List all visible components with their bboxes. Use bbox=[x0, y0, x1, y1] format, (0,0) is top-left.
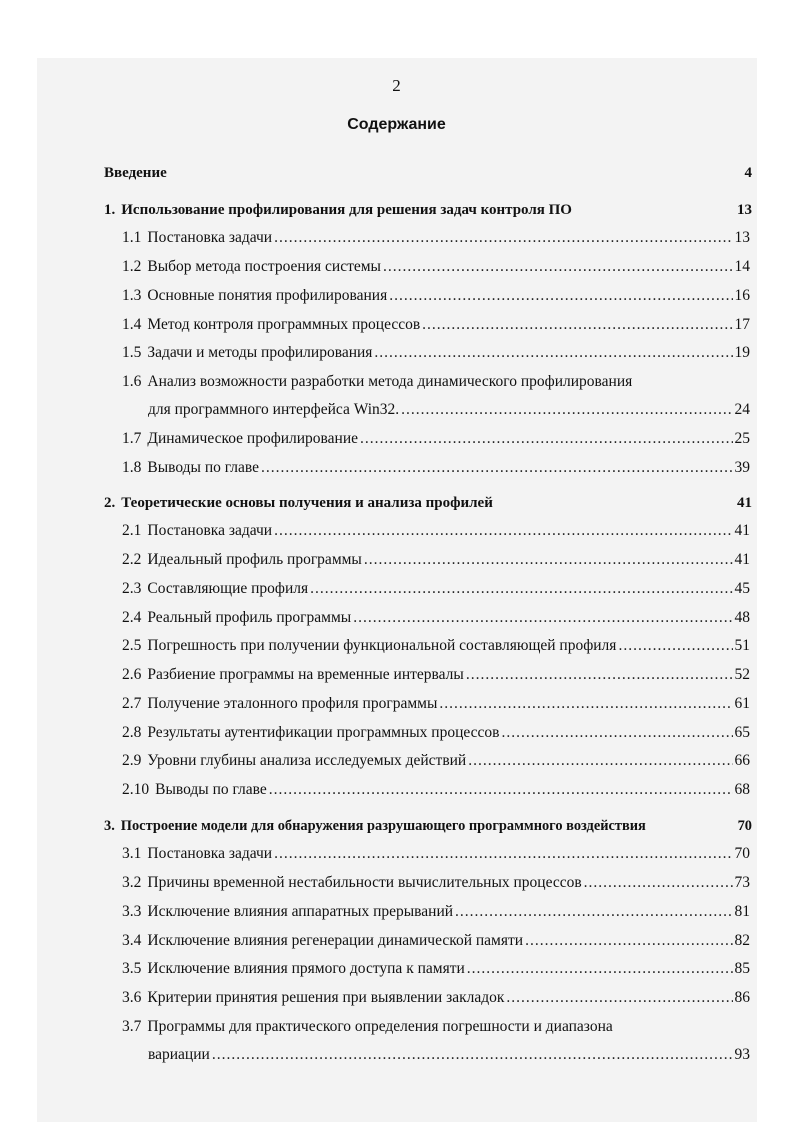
toc-label: Исключение влияния регенерации динамической памяти bbox=[147, 932, 524, 949]
toc-label: Выводы по главе bbox=[147, 459, 260, 476]
toc-item-1-6-continuation[interactable] bbox=[148, 401, 750, 419]
toc-page: 19 bbox=[734, 344, 750, 361]
toc-label: Метод контроля программных процессов bbox=[147, 316, 421, 333]
toc-item-1-2[interactable] bbox=[122, 258, 750, 276]
toc-chapter-3[interactable] bbox=[104, 818, 752, 835]
toc-page: 48 bbox=[734, 609, 750, 626]
dot-leader bbox=[467, 960, 733, 978]
toc-number: 2.1 bbox=[122, 522, 142, 539]
toc-page: 41 bbox=[734, 522, 750, 539]
toc-number: 1.5 bbox=[122, 344, 142, 361]
toc-number: 3.4 bbox=[122, 932, 142, 949]
dot-leader bbox=[468, 752, 732, 770]
toc-label: Причины временной нестабильности вычислительных процессов bbox=[147, 874, 582, 891]
toc-page: 41 bbox=[734, 551, 750, 568]
toc-item-3-1[interactable] bbox=[122, 845, 750, 863]
toc-item-2-6[interactable] bbox=[122, 666, 750, 684]
toc-item-1-6[interactable] bbox=[122, 373, 750, 391]
dot-leader bbox=[401, 401, 732, 419]
dot-leader bbox=[310, 580, 732, 598]
toc-number: 2.2 bbox=[122, 551, 142, 568]
toc-number: 2.10 bbox=[122, 781, 150, 798]
toc-introduction[interactable] bbox=[104, 165, 752, 182]
toc-item-3-4[interactable] bbox=[122, 932, 750, 950]
toc-page: 39 bbox=[734, 459, 750, 476]
toc-page: 68 bbox=[734, 781, 750, 798]
toc-item-2-10[interactable] bbox=[122, 781, 750, 799]
toc-page: 51 bbox=[734, 637, 750, 654]
toc-label: Анализ возможности разработки метода динамического профилирования bbox=[147, 373, 633, 390]
toc-page: 24 bbox=[734, 401, 750, 418]
toc-number: 1.8 bbox=[122, 459, 142, 476]
toc-item-2-5[interactable] bbox=[122, 637, 750, 655]
toc-label: Реальный профиль программы bbox=[147, 609, 352, 626]
dot-leader bbox=[389, 287, 732, 305]
toc-number: 3. bbox=[104, 818, 115, 834]
toc-page: 16 bbox=[734, 287, 750, 304]
toc-item-2-1[interactable] bbox=[122, 522, 750, 540]
toc-label: Основные понятия профилирования bbox=[147, 287, 388, 304]
toc-label: Использование профилирования для решения задач контроля ПО bbox=[121, 202, 572, 218]
dot-leader bbox=[466, 666, 733, 684]
toc-number: 3.3 bbox=[122, 903, 142, 920]
toc-number: 2. bbox=[104, 495, 116, 511]
toc-item-2-3[interactable] bbox=[122, 580, 750, 598]
dot-leader bbox=[525, 932, 732, 950]
toc-label: Введение bbox=[104, 165, 167, 181]
toc-item-1-8[interactable] bbox=[122, 459, 750, 477]
toc-label: Динамическое профилирование bbox=[147, 430, 359, 447]
dot-leader bbox=[506, 989, 732, 1007]
dot-leader bbox=[455, 903, 732, 921]
toc-item-1-3[interactable] bbox=[122, 287, 750, 305]
toc-page: 41 bbox=[737, 495, 752, 511]
toc-number: 1.7 bbox=[122, 430, 142, 447]
toc-item-1-7[interactable] bbox=[122, 430, 750, 448]
toc-label: Критерии принятия решения при выявлении закладок bbox=[147, 989, 505, 1006]
dot-leader bbox=[269, 781, 733, 799]
toc-page: 70 bbox=[737, 818, 752, 834]
toc-page: 45 bbox=[734, 580, 750, 597]
toc-label-continuation: для программного интерфейса Win32. bbox=[148, 401, 400, 418]
toc-page: 86 bbox=[734, 989, 750, 1006]
toc-label: Результаты аутентификации программных процессов bbox=[147, 724, 500, 741]
dot-leader bbox=[360, 430, 732, 448]
dot-leader bbox=[618, 637, 732, 655]
toc-label: Исключение влияния аппаратных прерываний bbox=[147, 903, 454, 920]
toc-number: 1.1 bbox=[122, 229, 142, 246]
dot-leader bbox=[383, 258, 733, 276]
toc-label: Задачи и методы профилирования bbox=[147, 344, 373, 361]
toc-label: Погрешность при получении функциональной составляющей профиля bbox=[147, 637, 617, 654]
toc-item-2-2[interactable] bbox=[122, 551, 750, 569]
toc-page: 52 bbox=[734, 666, 750, 683]
dot-leader bbox=[364, 551, 733, 569]
toc-label: Постановка задачи bbox=[147, 522, 273, 539]
toc-item-1-1[interactable] bbox=[122, 229, 750, 247]
toc-number: 2.4 bbox=[122, 609, 142, 626]
toc-page: 4 bbox=[744, 165, 752, 181]
toc-page: 66 bbox=[734, 752, 750, 769]
toc-item-3-2[interactable] bbox=[122, 874, 750, 892]
toc-page: 13 bbox=[734, 229, 750, 246]
dot-leader bbox=[274, 229, 732, 247]
toc-number: 2.8 bbox=[122, 724, 142, 741]
toc-number: 1.3 bbox=[122, 287, 142, 304]
toc-item-1-4[interactable] bbox=[122, 316, 750, 334]
toc-label: Идеальный профиль программы bbox=[147, 551, 362, 568]
toc-item-1-5[interactable] bbox=[122, 344, 750, 362]
dot-leader bbox=[212, 1046, 733, 1064]
toc-label: Выводы по главе bbox=[155, 781, 267, 798]
dot-leader bbox=[274, 845, 732, 863]
toc-label: Уровни глубины анализа исследуемых действий bbox=[147, 752, 467, 769]
dot-leader bbox=[353, 609, 732, 627]
dot-leader bbox=[261, 459, 732, 477]
toc-label: Разбиение программы на временные интервалы bbox=[147, 666, 464, 683]
toc-number: 1.4 bbox=[122, 316, 142, 333]
toc-number: 2.3 bbox=[122, 580, 142, 597]
toc-item-3-7-continuation[interactable] bbox=[148, 1046, 750, 1064]
toc-number: 3.1 bbox=[122, 845, 142, 862]
toc-item-3-7[interactable] bbox=[122, 1018, 750, 1036]
toc-number: 1.2 bbox=[122, 258, 142, 275]
dot-leader bbox=[584, 874, 733, 892]
page-number: 2 bbox=[392, 76, 401, 95]
toc-number: 2.6 bbox=[122, 666, 142, 683]
page-title: Содержание bbox=[347, 116, 446, 133]
toc-item-3-5[interactable] bbox=[122, 960, 750, 978]
toc-number: 2.9 bbox=[122, 752, 142, 769]
toc-label: Исключение влияния прямого доступа к памяти bbox=[147, 960, 465, 977]
toc-item-2-4[interactable] bbox=[122, 609, 750, 627]
toc-page: 14 bbox=[734, 258, 750, 275]
toc-number: 3.6 bbox=[122, 989, 142, 1006]
toc-label: Составляющие профиля bbox=[147, 580, 309, 597]
toc-page: 70 bbox=[734, 845, 750, 862]
toc-number: 1. bbox=[104, 202, 116, 218]
toc-label: Программы для практического определения погрешности и диапазона bbox=[147, 1018, 613, 1035]
toc-number: 2.5 bbox=[122, 637, 142, 654]
toc-label: Выбор метода построения системы bbox=[147, 258, 381, 275]
toc-item-2-7[interactable] bbox=[122, 695, 750, 713]
dot-leader bbox=[502, 724, 733, 742]
toc-item-3-3[interactable] bbox=[122, 903, 750, 921]
toc-number: 3.2 bbox=[122, 874, 142, 891]
toc-label: Постановка задачи bbox=[147, 845, 273, 862]
dot-leader bbox=[422, 316, 732, 334]
toc-page: 61 bbox=[734, 695, 750, 712]
toc-item-3-6[interactable] bbox=[122, 989, 750, 1007]
toc-item-2-8[interactable] bbox=[122, 724, 750, 742]
dot-leader bbox=[374, 344, 732, 362]
toc-number: 3.7 bbox=[122, 1018, 142, 1035]
toc-page: 13 bbox=[737, 202, 752, 218]
toc-number: 3.5 bbox=[122, 960, 142, 977]
dot-leader bbox=[439, 695, 732, 713]
toc-label: Постановка задачи bbox=[147, 229, 273, 246]
toc-page: 81 bbox=[734, 903, 750, 920]
toc-page: 73 bbox=[734, 874, 750, 891]
toc-page: 85 bbox=[734, 960, 750, 977]
toc-page: 17 bbox=[734, 316, 750, 333]
toc-label-continuation: вариации bbox=[148, 1046, 210, 1063]
toc-chapter-1[interactable] bbox=[104, 202, 752, 219]
toc-label: Построение модели для обнаружения разрушающего программного воздействия bbox=[120, 818, 646, 834]
toc-chapter-2[interactable] bbox=[104, 495, 752, 512]
toc-page: 65 bbox=[734, 724, 750, 741]
toc-label: Получение эталонного профиля программы bbox=[147, 695, 438, 712]
dot-leader bbox=[274, 522, 732, 540]
toc-page: 93 bbox=[734, 1046, 750, 1063]
toc-number: 1.6 bbox=[122, 373, 142, 390]
toc-item-2-9[interactable] bbox=[122, 752, 750, 770]
toc-number: 2.7 bbox=[122, 695, 142, 712]
toc-label: Теоретические основы получения и анализа профилей bbox=[121, 495, 493, 511]
toc-page: 82 bbox=[734, 932, 750, 949]
toc-page: 25 bbox=[734, 430, 750, 447]
